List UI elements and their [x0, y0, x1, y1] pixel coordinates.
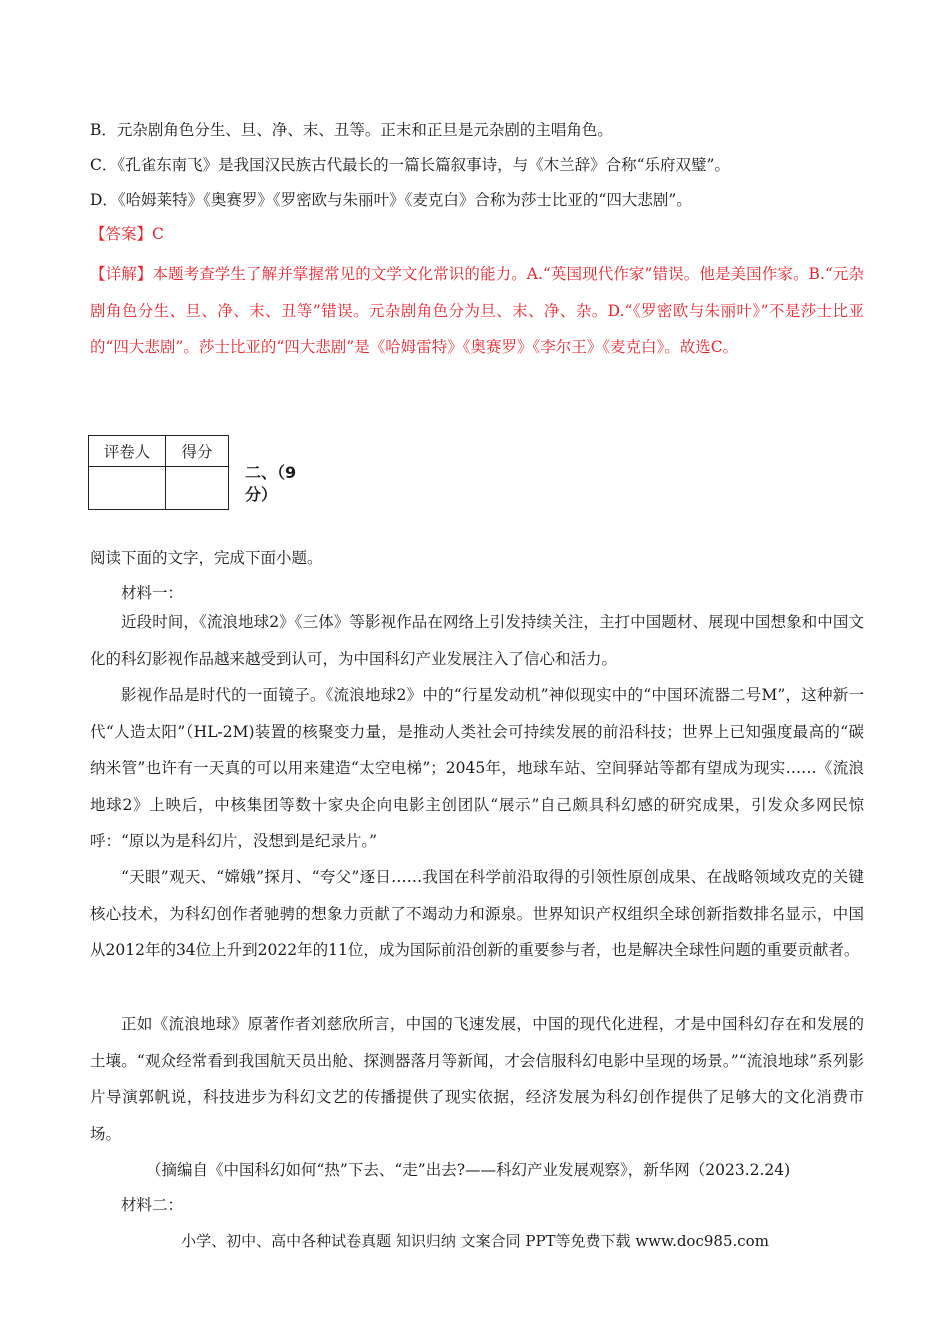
source-citation: （摘编自《中国科幻如何“热”下去、“走”出去?——科幻产业发展观察》，新华网（2023.2.24) [146, 1161, 791, 1179]
paragraph-4: 正如《流浪地球》原著作者刘慈欣所言，中国的飞速发展，中国的现代化进程，才是中国科幻存在和发展的土壤。“观众经常看到我国航天员出舱、探测器落月等新闻，才会信服科幻电影中呈现的场景。”“流浪地球”系列影片导演郭帆说，科技进步为科幻文艺的传播提供了现实依据，经济发展为科幻创作提供了足够大的文化消费市场。 [90, 1015, 864, 1143]
score-table [88, 435, 229, 510]
option-c: C．《孔雀东南飞》是我国汉民族古代最长的一篇长篇叙事诗，与《木兰辞》合称“乐府双璧”。 [90, 156, 730, 174]
paragraph-2: 影视作品是时代的一面镜子。《流浪地球2》中的“行星发动机”神似现实中的“中国环流器二号M”，这种新一代“人造太阳”（HL-2M)装置的核聚变力量，是推动人类社会可持续发展的前沿科技；世界上已知强度最高的“碳纳米管”也许有一天真的可以用来建造“太空电梯”；2045年，地球车站、空间驿站等都有望成为现实……《流浪地球2》上映后，中核集团等数十家央企向电影主创团队“展示”自己颇具科幻感的研究成果，引发众多网民惊呼：“原以为是科幻片，没想到是纪录片。” [90, 686, 864, 850]
explanation-label: 【详解】 [90, 265, 153, 283]
answer-label: 【答案】 [90, 225, 153, 243]
page-footer: 小学、初中、高中各种试卷真题 知识归纳 文案合同 PPT等免费下载 www.doc985.com [181, 1232, 769, 1250]
grader-cell [89, 467, 166, 510]
score-table-header-score: 得分 [166, 436, 229, 467]
paragraph-1: 近段时间，《流浪地球2》《三体》等影视作品在网络上引发持续关注，主打中国题材、展现中国想象和中国文化的科幻影视作品越来越受到认可，为中国科幻产业发展注入了信心和活力。 [90, 613, 864, 668]
paragraph-3: “天眼”观天、“嫦娥”探月、“夸父”逐日……我国在科学前沿取得的引领性原创成果、在战略领域攻克的关键核心技术，为科幻创作者驰骋的想象力贡献了不竭动力和源泉。世界知识产权组织全球创新指数排名显示，中国从2012年的34位上升到2022年的11位，成为国际前沿创新的重要参与者，也是解决全球性问题的重要贡献者。 [90, 868, 864, 959]
section-title: 二、（9分） [245, 463, 297, 504]
score-cell [166, 467, 229, 510]
option-d: D．《哈姆莱特》《奥赛罗》《罗密欧与朱丽叶》《麦克白》合称为莎士比亚的“四大悲剧”。 [90, 191, 692, 209]
score-table-header-grader: 评卷人 [89, 436, 166, 467]
material1-label: 材料一： [121, 584, 184, 602]
answer-value: C [152, 225, 164, 243]
explanation [90, 256, 864, 366]
reading-instruction: 阅读下面的文字，完成下面小题。 [90, 549, 323, 567]
material2-label: 材料二： [121, 1196, 184, 1214]
explanation-text: 本题考查学生了解并掌握常见的文学文化常识的能力。A.“英国现代作家”错误。他是美国作家。B.“元杂剧角色分生、旦、净、末、丑等”错误。元杂剧角色分为旦、末、净、杂。D.“《罗密欧与朱丽叶》”不是莎士比亚的“四大悲剧”。莎士比亚的“四大悲剧”是《哈姆雷特》《奥赛罗》《李尔王》《麦克白》。故选C。 [90, 265, 864, 356]
answer-line [90, 222, 164, 246]
option-b: B．元杂剧角色分生、旦、净、末、丑等。正末和正旦是元杂剧的主唱角色。 [90, 121, 613, 139]
